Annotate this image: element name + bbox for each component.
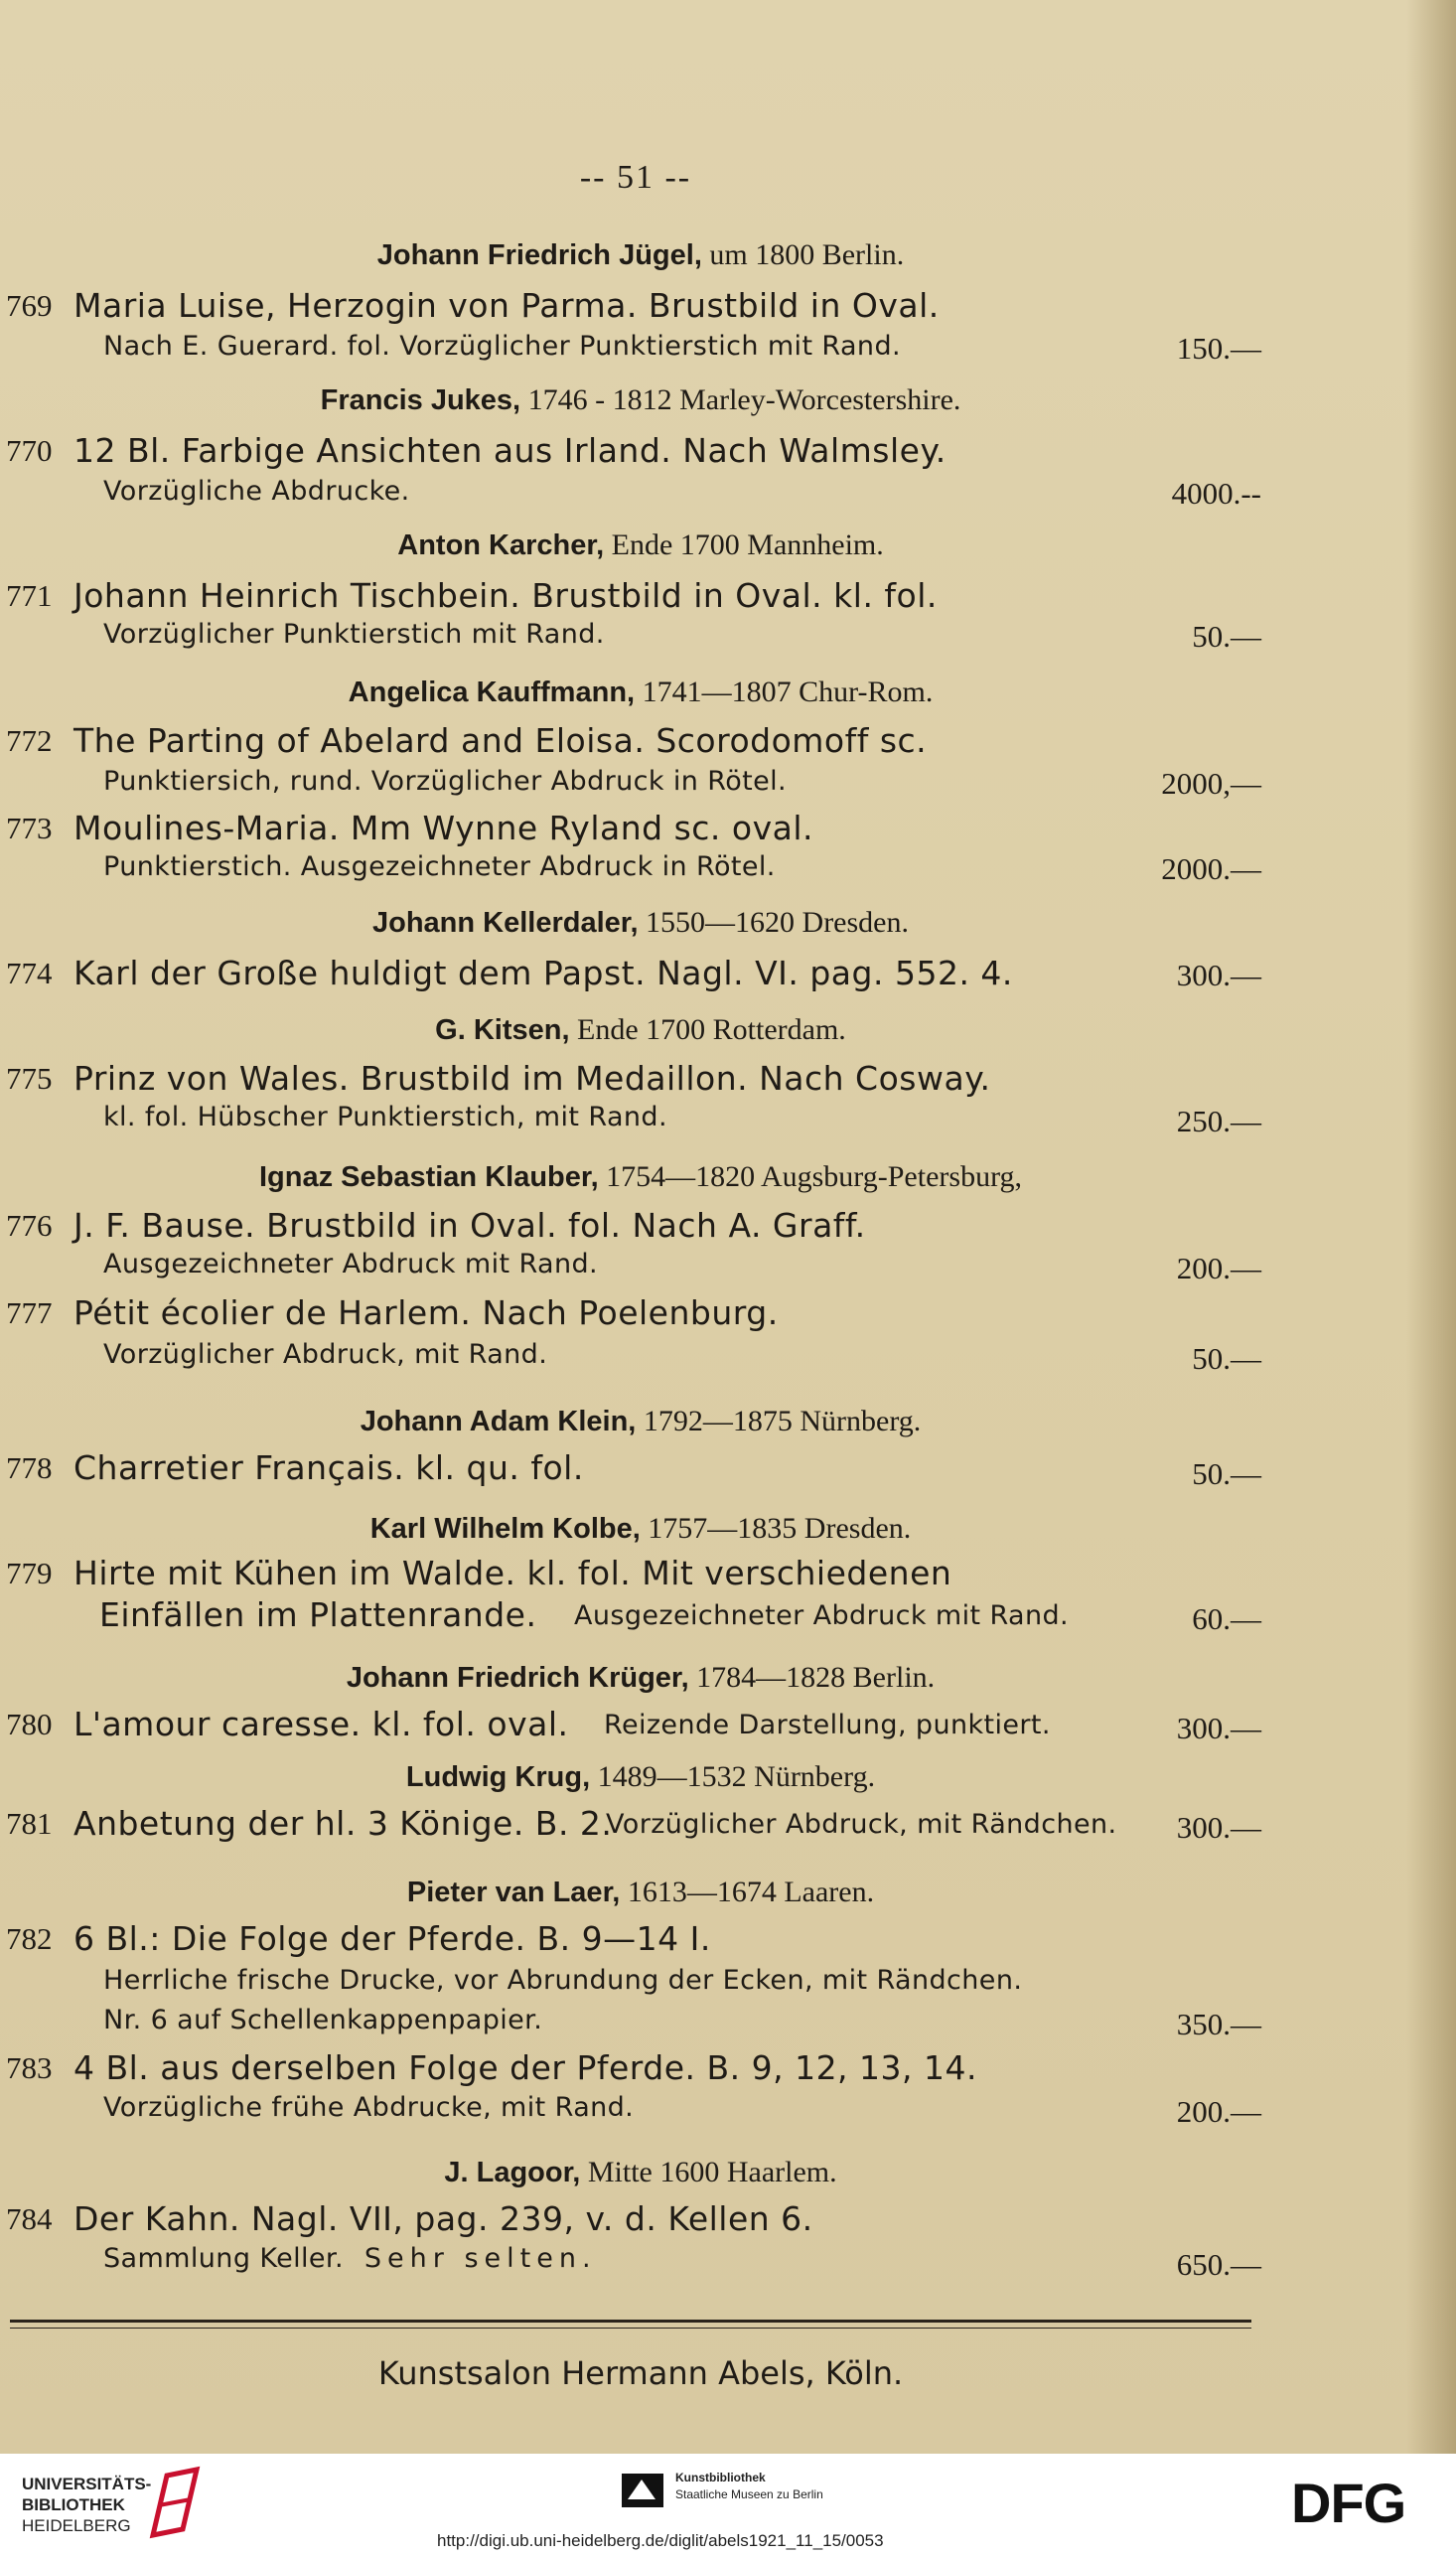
lot-title: The Parting of Abelard and Eloisa. Scorodomoff sc. xyxy=(73,721,928,760)
artist-name: Ignaz Sebastian Klauber, xyxy=(258,1161,599,1193)
page-number: -- 51 -- xyxy=(579,159,692,196)
lot-title: Johann Heinrich Tischbein. Brustbild in Oval. kl. fol. xyxy=(73,576,938,615)
university-line: BIBLIOTHEK xyxy=(22,2495,125,2514)
lot-number: 778 xyxy=(6,1450,53,1485)
lot-price: 2000,— xyxy=(1161,766,1261,801)
lot-number: 780 xyxy=(6,1707,53,1741)
lot-detail: Reizende Darstellung, punktiert. xyxy=(604,1710,1051,1740)
lot-price: 300.— xyxy=(1176,1711,1261,1745)
lot-detail-lead: Einfällen im Plattenrande. xyxy=(99,1595,537,1634)
lot-title: Charretier Français. kl. qu. fol. xyxy=(73,1448,584,1487)
lot-price: 60.— xyxy=(1192,1601,1261,1636)
artist-heading xyxy=(0,1013,1281,1047)
lot-title: Karl der Große huldigt dem Papst. Nagl. VI. pag. 552. 4. xyxy=(73,954,1013,992)
artist-info: 1489—1532 Nürnberg. xyxy=(597,1760,876,1793)
lot-title: 4 Bl. aus derselben Folge der Pferde. B. 9, 12, 13, 14. xyxy=(73,2048,977,2087)
lot-number: 783 xyxy=(6,2050,53,2085)
artist-info: 1792—1875 Nürnberg. xyxy=(643,1405,922,1437)
lot-number: 776 xyxy=(6,1208,53,1243)
artist-name: Johann Friedrich Jügel, xyxy=(376,239,702,271)
lot-emphasis: Sehr selten. xyxy=(364,2243,597,2274)
lot-number: 774 xyxy=(6,956,53,990)
artist-heading xyxy=(0,238,1281,272)
artist-info: 1746 - 1812 Marley-Worcestershire. xyxy=(527,383,961,416)
artist-heading xyxy=(0,1876,1281,1909)
lot-number: 784 xyxy=(6,2201,53,2236)
lot-title: Moulines-Maria. Mm Wynne Ryland sc. oval. xyxy=(73,809,813,847)
artist-name: Anton Karcher, xyxy=(397,529,605,561)
lot-title: J. F. Bause. Brustbild in Oval. fol. Nach A. Graff. xyxy=(73,1206,866,1245)
artist-info: Mitte 1600 Haarlem. xyxy=(587,2156,837,2188)
kunstbibliothek-logo-text[interactable] xyxy=(675,2470,823,2503)
source-url-link[interactable]: http://digi.ub.uni-heidelberg.de/diglit/abels1921_11_15/0053 xyxy=(437,2531,884,2550)
lot-detail: Vorzüglicher Abdruck, mit Rändchen. xyxy=(606,1809,1117,1840)
lot-detail: Vorzüglicher Abdruck, mit Rand. xyxy=(103,1339,548,1370)
publisher-footer: Kunstsalon Hermann Abels, Köln. xyxy=(377,2354,904,2392)
artist-heading xyxy=(0,1512,1281,1546)
lot-detail: Vorzügliche frühe Abdrucke, mit Rand. xyxy=(103,2092,635,2123)
lot-title: 12 Bl. Farbige Ansichten aus Irland. Nach Walmsley. xyxy=(73,431,946,470)
lot-price: 200.— xyxy=(1176,2094,1261,2129)
lot-number: 777 xyxy=(6,1295,53,1330)
lot-detail: Punktierstich. Ausgezeichneter Abdruck in Rötel. xyxy=(103,851,776,882)
lot-number: 773 xyxy=(6,811,53,845)
artist-heading xyxy=(0,1160,1281,1194)
university-line: UNIVERSITÄTS- xyxy=(22,2475,152,2493)
artist-name: Angelica Kauffmann, xyxy=(348,677,636,708)
artist-info: Ende 1700 Rotterdam. xyxy=(577,1013,846,1046)
footer-rule-thin xyxy=(10,2328,1251,2329)
artist-info: 1741—1807 Chur-Rom. xyxy=(642,676,934,708)
artist-info: Ende 1700 Mannheim. xyxy=(611,528,884,561)
artist-heading xyxy=(0,528,1281,562)
lot-number: 772 xyxy=(6,723,53,758)
lot-title: 6 Bl.: Die Folge der Pferde. B. 9—14 I. xyxy=(73,1919,711,1958)
university-logo-icon xyxy=(147,2466,203,2545)
lot-price: 200.— xyxy=(1176,1251,1261,1285)
lot-number: 770 xyxy=(6,433,53,468)
artist-name: Ludwig Krug, xyxy=(405,1761,591,1793)
lot-number: 771 xyxy=(6,578,53,613)
artist-info: 1613—1674 Laaren. xyxy=(627,1876,875,1908)
lot-detail-text: Sammlung Keller. xyxy=(103,2243,344,2274)
page-edge-shadow xyxy=(1406,0,1456,2454)
footer-rule xyxy=(10,2320,1251,2323)
lot-price: 50.— xyxy=(1192,619,1261,654)
lot-number: 775 xyxy=(6,1061,53,1096)
lot-price: 300.— xyxy=(1176,958,1261,992)
artist-heading xyxy=(0,1405,1281,1438)
lot-title: Anbetung der hl. 3 Könige. B. 2. xyxy=(73,1804,613,1843)
lot-detail: Ausgezeichneter Abdruck mit Rand. xyxy=(574,1600,1069,1631)
artist-name: G. Kitsen, xyxy=(435,1014,570,1046)
artist-info: 1754—1820 Augsburg-Petersburg, xyxy=(606,1160,1023,1193)
lot-detail: Nach E. Guerard. fol. Vorzüglicher Punktierstich mit Rand. xyxy=(103,331,901,362)
lot-detail: Nr. 6 auf Schellenkappenpapier. xyxy=(103,2005,543,2035)
artist-heading xyxy=(0,2156,1281,2189)
artist-info: 1757—1835 Dresden. xyxy=(648,1512,912,1545)
artist-name: J. Lagoor, xyxy=(444,2157,581,2188)
lot-price: 250.— xyxy=(1176,1104,1261,1138)
lot-number: 779 xyxy=(6,1556,53,1590)
lot-number: 781 xyxy=(6,1806,53,1841)
artist-name: Karl Wilhelm Kolbe, xyxy=(369,1513,641,1545)
lot-detail: Ausgezeichneter Abdruck mit Rand. xyxy=(103,1249,598,1279)
university-logo-text[interactable] xyxy=(22,2474,151,2536)
lot-number: 769 xyxy=(6,288,53,323)
lot-price: 2000.— xyxy=(1161,851,1261,886)
lot-detail: kl. fol. Hübscher Punktierstich, mit Rand. xyxy=(103,1102,667,1132)
artist-info: um 1800 Berlin. xyxy=(709,238,905,271)
lot-price: 50.— xyxy=(1192,1456,1261,1491)
artist-info: 1784—1828 Berlin. xyxy=(696,1661,936,1694)
artist-name: Johann Adam Klein, xyxy=(360,1406,637,1437)
artist-name: Johann Kellerdaler, xyxy=(371,907,639,939)
artist-name: Johann Friedrich Krüger, xyxy=(346,1662,689,1694)
lot-title: Prinz von Wales. Brustbild im Medaillon. Nach Cosway. xyxy=(73,1059,991,1098)
lot-price: 4000.-- xyxy=(1171,476,1261,511)
lot-detail: Herrliche frische Drucke, vor Abrundung der Ecken, mit Rändchen. xyxy=(103,1965,1023,1996)
lot-title: Maria Luise, Herzogin von Parma. Brustbild in Oval. xyxy=(73,286,940,325)
university-line: HEIDELBERG xyxy=(22,2516,131,2535)
kunstbibliothek-logo-icon xyxy=(620,2470,665,2511)
dfg-logo[interactable]: DFG xyxy=(1291,2472,1406,2534)
lot-detail: Punktiersich, rund. Vorzüglicher Abdruck in Rötel. xyxy=(103,766,788,797)
lot-detail xyxy=(103,2243,597,2274)
lot-price: 150.— xyxy=(1176,331,1261,366)
lot-price: 50.— xyxy=(1192,1341,1261,1376)
artist-name: Francis Jukes, xyxy=(320,384,521,416)
kb-line: Kunstbibliothek xyxy=(675,2471,766,2484)
lot-title: L'amour caresse. kl. fol. oval. xyxy=(73,1705,569,1743)
lot-title: Pétit écolier de Harlem. Nach Poelenburg. xyxy=(73,1293,779,1332)
lot-detail: Vorzüglicher Punktierstich mit Rand. xyxy=(103,619,605,650)
lot-price: 300.— xyxy=(1176,1810,1261,1845)
lot-title: Hirte mit Kühen im Walde. kl. fol. Mit verschiedenen xyxy=(73,1554,952,1592)
artist-heading xyxy=(0,906,1281,940)
kb-line: Staatliche Museen zu Berlin xyxy=(675,2487,823,2501)
artist-name: Pieter van Laer, xyxy=(406,1877,621,1908)
lot-price: 650.— xyxy=(1176,2247,1261,2282)
lot-detail: Vorzügliche Abdrucke. xyxy=(103,476,410,507)
lot-number: 782 xyxy=(6,1921,53,1956)
lot-price: 350.— xyxy=(1176,2007,1261,2041)
lot-title: Der Kahn. Nagl. VII, pag. 239, v. d. Kellen 6. xyxy=(73,2199,813,2238)
artist-heading xyxy=(0,676,1281,709)
artist-heading xyxy=(0,1661,1281,1695)
artist-heading xyxy=(0,1760,1281,1794)
artist-info: 1550—1620 Dresden. xyxy=(646,906,909,939)
artist-heading xyxy=(0,383,1281,417)
